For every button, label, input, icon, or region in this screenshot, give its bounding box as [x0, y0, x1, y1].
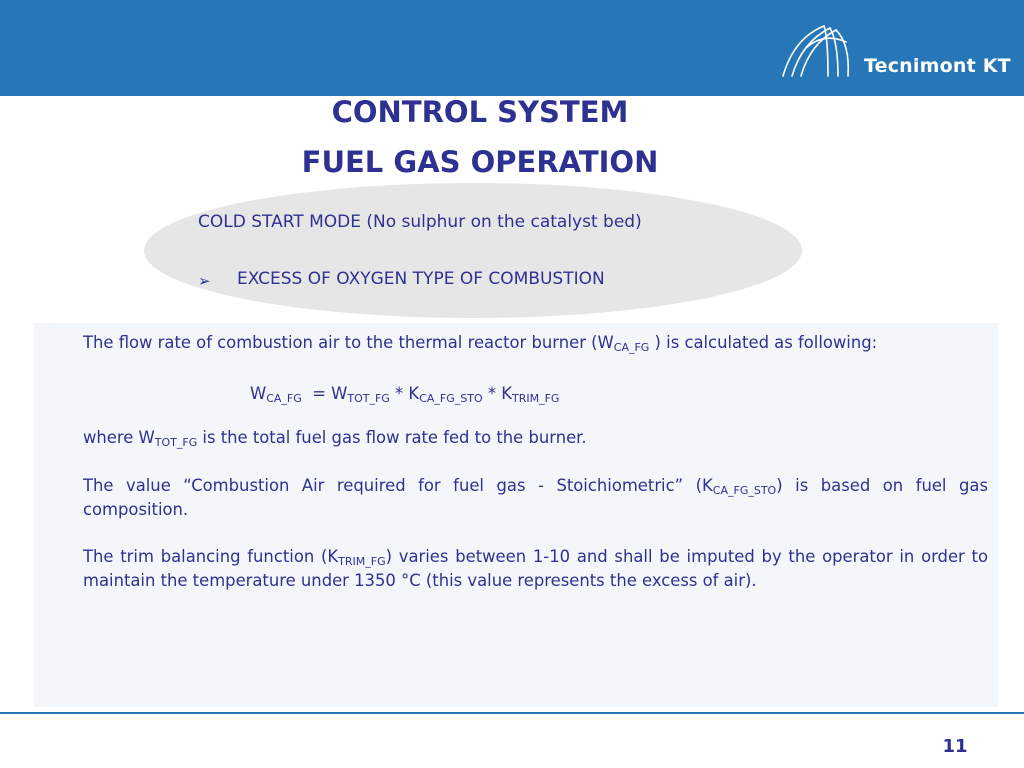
page-number: 11: [942, 736, 968, 757]
slide-title-line2: FUEL GAS OPERATION: [301, 145, 659, 179]
paragraph-flow-rate: The flow rate of combustion air to the thermal reactor burner ($W_{CA\_FG}$ ) is calculated as following:: [83, 333, 878, 354]
paragraph-trim-balancing: The trim balancing function $(K_{TRIM\_FG})$ varies between 1-10 and shall be imputed by the operator in order to maintain the temperature under 1350 °C (this value represents the excess of air).: [83, 547, 989, 590]
tecnimont-arcs-logo-icon: [780, 18, 860, 80]
footer-divider: [0, 712, 1024, 714]
paragraph-stoichiometric: The value “Combustion Air required for fuel gas - Stoichiometric” $(K_{CA\_FG\_STO})$ is based on fuel gas composition.: [83, 476, 988, 519]
company-logo: [780, 18, 1010, 80]
brand-name: Tecnimont KT: [864, 55, 1011, 77]
combustion-type-bullet: EXCESS OF OXYGEN TYPE OF COMBUSTION: [237, 269, 605, 289]
mode-ellipse: [144, 183, 802, 318]
slide-title-line1: CONTROL SYSTEM: [331, 95, 629, 129]
header-bar: [0, 0, 1024, 96]
arrow-bullet-icon: ➢: [198, 272, 211, 290]
paragraph-where: where $W_{TOT\_FG}$ is the total fuel gas flow rate fed to the burner.: [83, 428, 587, 449]
mode-text: COLD START MODE (No sulphur on the catalyst bed): [198, 212, 642, 232]
formula: $W_{CA\_FG} = W_{TOT\_FG} * K_{CA\_FG\_STO} * K_{TRIM\_FG}$: [250, 384, 560, 405]
